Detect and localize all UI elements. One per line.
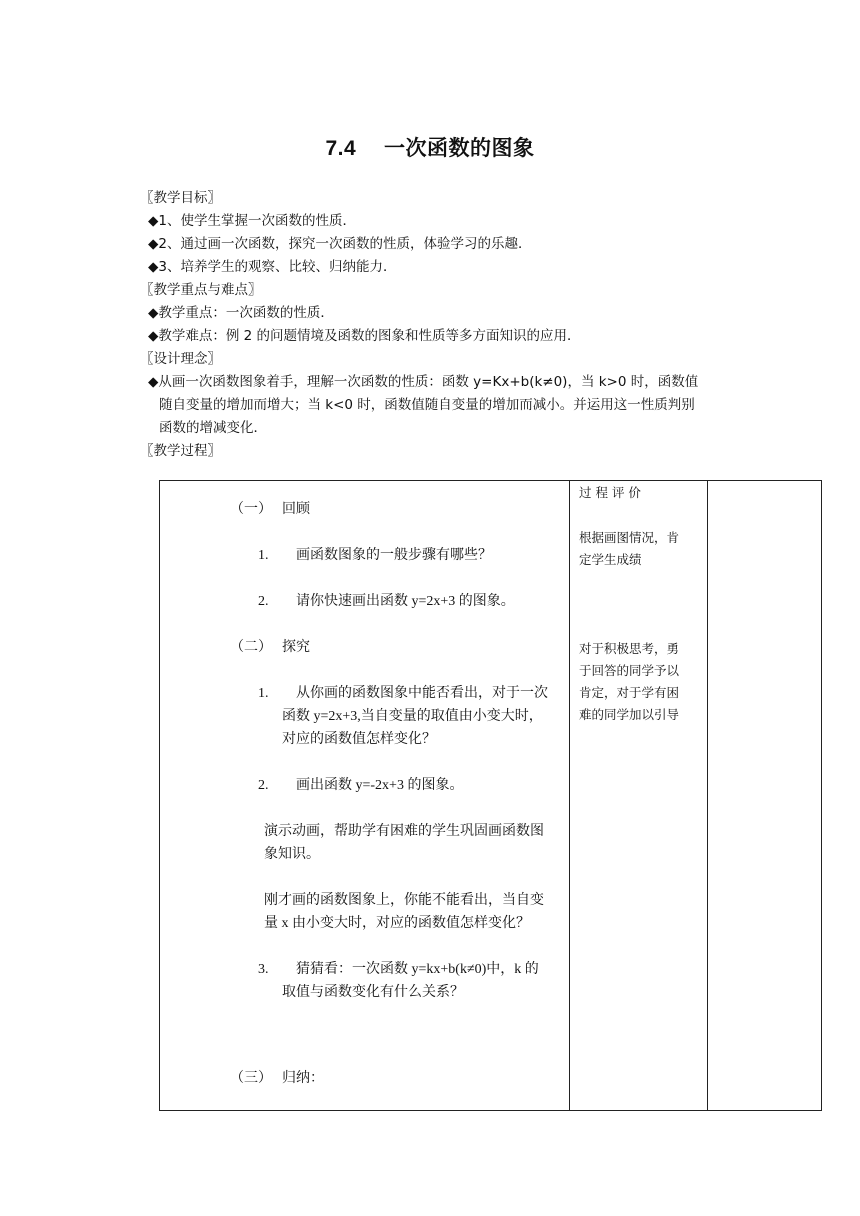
item-number: 3. (258, 962, 269, 977)
key-point-item: ◆教学重点：一次函数的性质． (148, 305, 334, 321)
key-points-heading: 〖教学重点与难点〗 (140, 282, 262, 298)
remark-line: 定学生成绩 (579, 552, 642, 567)
item-text: 画出函数 y=-2x+3 的图象。 (296, 778, 464, 793)
page-title: 7.4 一次函数的图象 (325, 137, 535, 160)
process-heading: 〖教学过程〗 (140, 443, 221, 459)
item-number: 1. (258, 686, 269, 701)
key-point-item: ◆教学难点：例 2 的问题情境及函数的图象和性质等多方面知识的应用． (148, 328, 581, 344)
item-text: 画函数图象的一般步骤有哪些？ (296, 548, 492, 563)
remark-line: 根据画图情况，肯 (579, 530, 680, 545)
item-number: 1. (258, 548, 269, 563)
design-line: 函数的增减变化． (159, 420, 267, 436)
remark-line: 于回答的同学予以 (579, 663, 680, 678)
paragraph-text: 演示动画，帮助学有困难的学生巩固画函数图 (264, 824, 544, 839)
remark-line: 肯定，对于学有困 (579, 685, 680, 700)
item-text: 取值与函数变化有什么关系？ (282, 985, 464, 1000)
objective-item: ◆3、培养学生的观察、比较、归纳能力． (148, 259, 397, 275)
objective-item: ◆1、使学生掌握一次函数的性质． (148, 213, 356, 229)
design-line: 随自变量的增加而增大；当 k<0 时，函数值随自变量的增加而减小。并运用这一性质判别 (159, 397, 695, 413)
section-label: （三） (230, 1071, 272, 1086)
objective-item: ◆2、通过画一次函数，探究一次函数的性质，体验学习的乐趣． (148, 236, 532, 252)
section-label: （二） (230, 640, 272, 655)
item-number: 2. (258, 594, 269, 609)
item-text: 请你快速画出函数 y=2x+3 的图象。 (296, 594, 515, 609)
paragraph-text: 量 x 由小变大时，对应的函数值怎样变化？ (264, 916, 530, 931)
section-title: 归纳： (282, 1071, 324, 1086)
section-title: 探究 (282, 640, 310, 655)
section-title: 回顾 (282, 502, 310, 517)
process-remarks-cell (570, 481, 708, 1111)
design-heading: 〖设计理念〗 (140, 351, 221, 367)
process-content-cell (160, 481, 570, 1111)
objectives-heading: 〖教学目标〗 (140, 190, 221, 206)
process-table (159, 480, 822, 1111)
item-number: 2. (258, 778, 269, 793)
paragraph-text: 象知识。 (264, 847, 320, 862)
item-text: 对应的函数值怎样变化？ (282, 732, 436, 747)
remark-line: 难的同学加以引导 (579, 707, 680, 722)
item-text: 猜猜看：一次函数 y=kx+b(k≠0)中，k 的 (296, 962, 539, 977)
remarks-header: 过 程 评 价 (579, 485, 641, 500)
remark-line: 对于积极思考，勇 (579, 641, 680, 656)
paragraph-text: 刚才画的函数图象上，你能不能看出，当自变 (264, 893, 544, 908)
section-label: （一） (230, 502, 272, 517)
item-text: 函数 y=2x+3,当自变量的取值由小变大时， (282, 709, 543, 724)
design-line: ◆从画一次函数图象着手，理解一次函数的性质：函数 y=Kx+b(k≠0)，当 k>0 时，函数值 (148, 374, 699, 390)
empty-cell (708, 481, 822, 1111)
item-text: 从你画的函数图象中能否看出，对于一次 (296, 686, 548, 701)
